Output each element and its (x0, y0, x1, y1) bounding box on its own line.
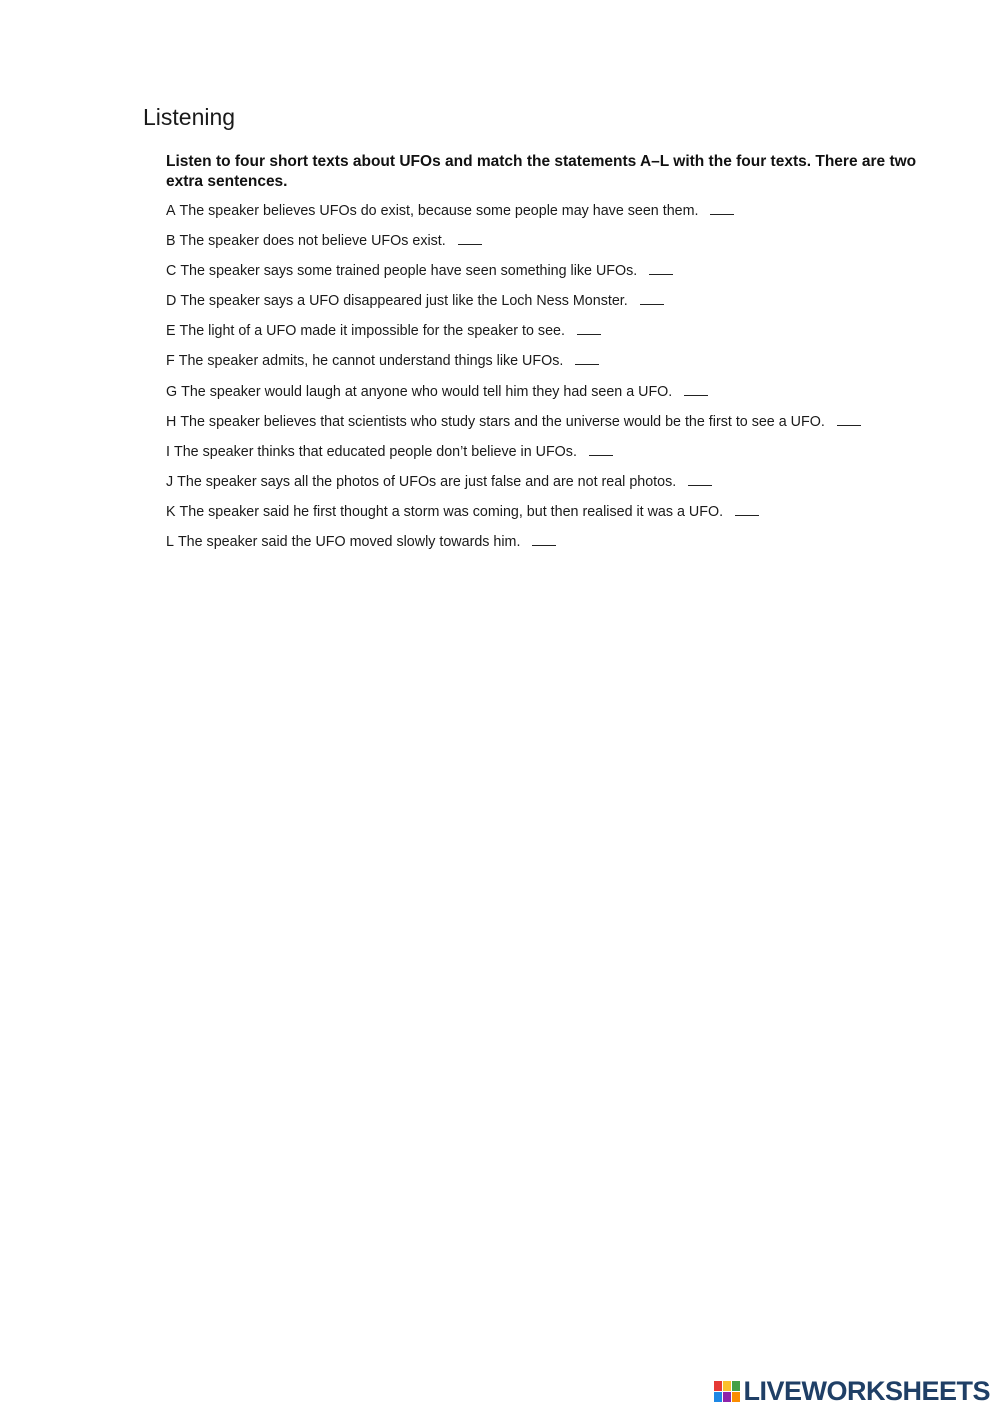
logo-cell (714, 1381, 722, 1391)
answer-blank[interactable] (684, 381, 708, 396)
statement-text: The speaker says all the photos of UFOs are just false and are not real photos. (177, 473, 677, 490)
liveworksheets-logo (714, 1376, 990, 1407)
answer-blank[interactable] (710, 200, 734, 215)
page-heading: Listening (143, 104, 236, 130)
statement-text: The speaker thinks that educated people don’t believe in UFOs. (173, 443, 577, 460)
statement-letter: E (166, 323, 176, 340)
statement-letter: I (166, 443, 170, 460)
statement-item (166, 531, 861, 561)
statement-letter: F (166, 353, 175, 370)
statement-list (166, 200, 861, 561)
answer-blank[interactable] (589, 441, 613, 456)
statement-text: The speaker does not believe UFOs exist. (179, 233, 446, 250)
statement-letter: C (166, 263, 177, 280)
statement-letter: B (166, 233, 176, 250)
statement-text: The speaker admits, he cannot understand things like UFOs. (178, 353, 564, 370)
statement-letter: J (166, 473, 174, 490)
statement-text: The speaker says a UFO disappeared just like the Loch Ness Monster. (180, 293, 628, 310)
statement-text: The speaker would laugh at anyone who would tell him they had seen a UFO. (181, 383, 673, 400)
logo-cell (723, 1381, 731, 1391)
statement-text: The speaker said he first thought a storm was coming, but then realised it was a UFO. (179, 503, 724, 520)
statement-text: The speaker believes UFOs do exist, because some people may have seen them. (179, 203, 699, 219)
statement-letter: D (166, 293, 177, 310)
statement-item (166, 230, 861, 260)
statement-item (166, 471, 861, 501)
answer-blank[interactable] (735, 501, 759, 516)
logo-mark-icon (714, 1381, 740, 1402)
statement-item (166, 290, 861, 320)
statement-letter: A (166, 203, 176, 219)
statement-letter: G (166, 383, 178, 400)
logo-cell (723, 1392, 731, 1402)
instruction-text: Listen to four short texts about UFOs and match the statements A–L with the four texts. There are two extra sentences. (166, 153, 917, 190)
answer-blank[interactable] (688, 471, 712, 486)
statement-text: The speaker believes that scientists who study stars and the universe would be the first to see a UFO. (180, 413, 825, 430)
logo-cell (732, 1392, 740, 1402)
statement-item (166, 350, 861, 380)
statement-item (166, 411, 861, 441)
answer-blank[interactable] (649, 260, 673, 275)
statement-item (166, 501, 861, 531)
answer-blank[interactable] (458, 230, 482, 245)
statement-letter: K (166, 503, 176, 520)
statement-item (166, 441, 861, 471)
statement-item (166, 200, 861, 230)
statement-letter: H (166, 413, 177, 430)
statement-item (166, 260, 861, 290)
statement-item (166, 320, 861, 350)
statement-text: The light of a UFO made it impossible for the speaker to see. (179, 323, 565, 340)
logo-cell (732, 1381, 740, 1391)
answer-blank[interactable] (532, 531, 556, 546)
logo-cell (714, 1392, 722, 1402)
statement-text: The speaker says some trained people have seen something like UFOs. (180, 263, 638, 280)
answer-blank[interactable] (640, 290, 664, 305)
answer-blank[interactable] (575, 350, 599, 365)
statement-text: The speaker said the UFO moved slowly towards him. (177, 534, 521, 551)
answer-blank[interactable] (837, 411, 861, 426)
answer-blank[interactable] (577, 320, 601, 335)
statement-item (166, 381, 861, 411)
logo-wordmark: LIVEWORKSHEETS (743, 1376, 990, 1406)
statement-letter: L (166, 534, 174, 551)
